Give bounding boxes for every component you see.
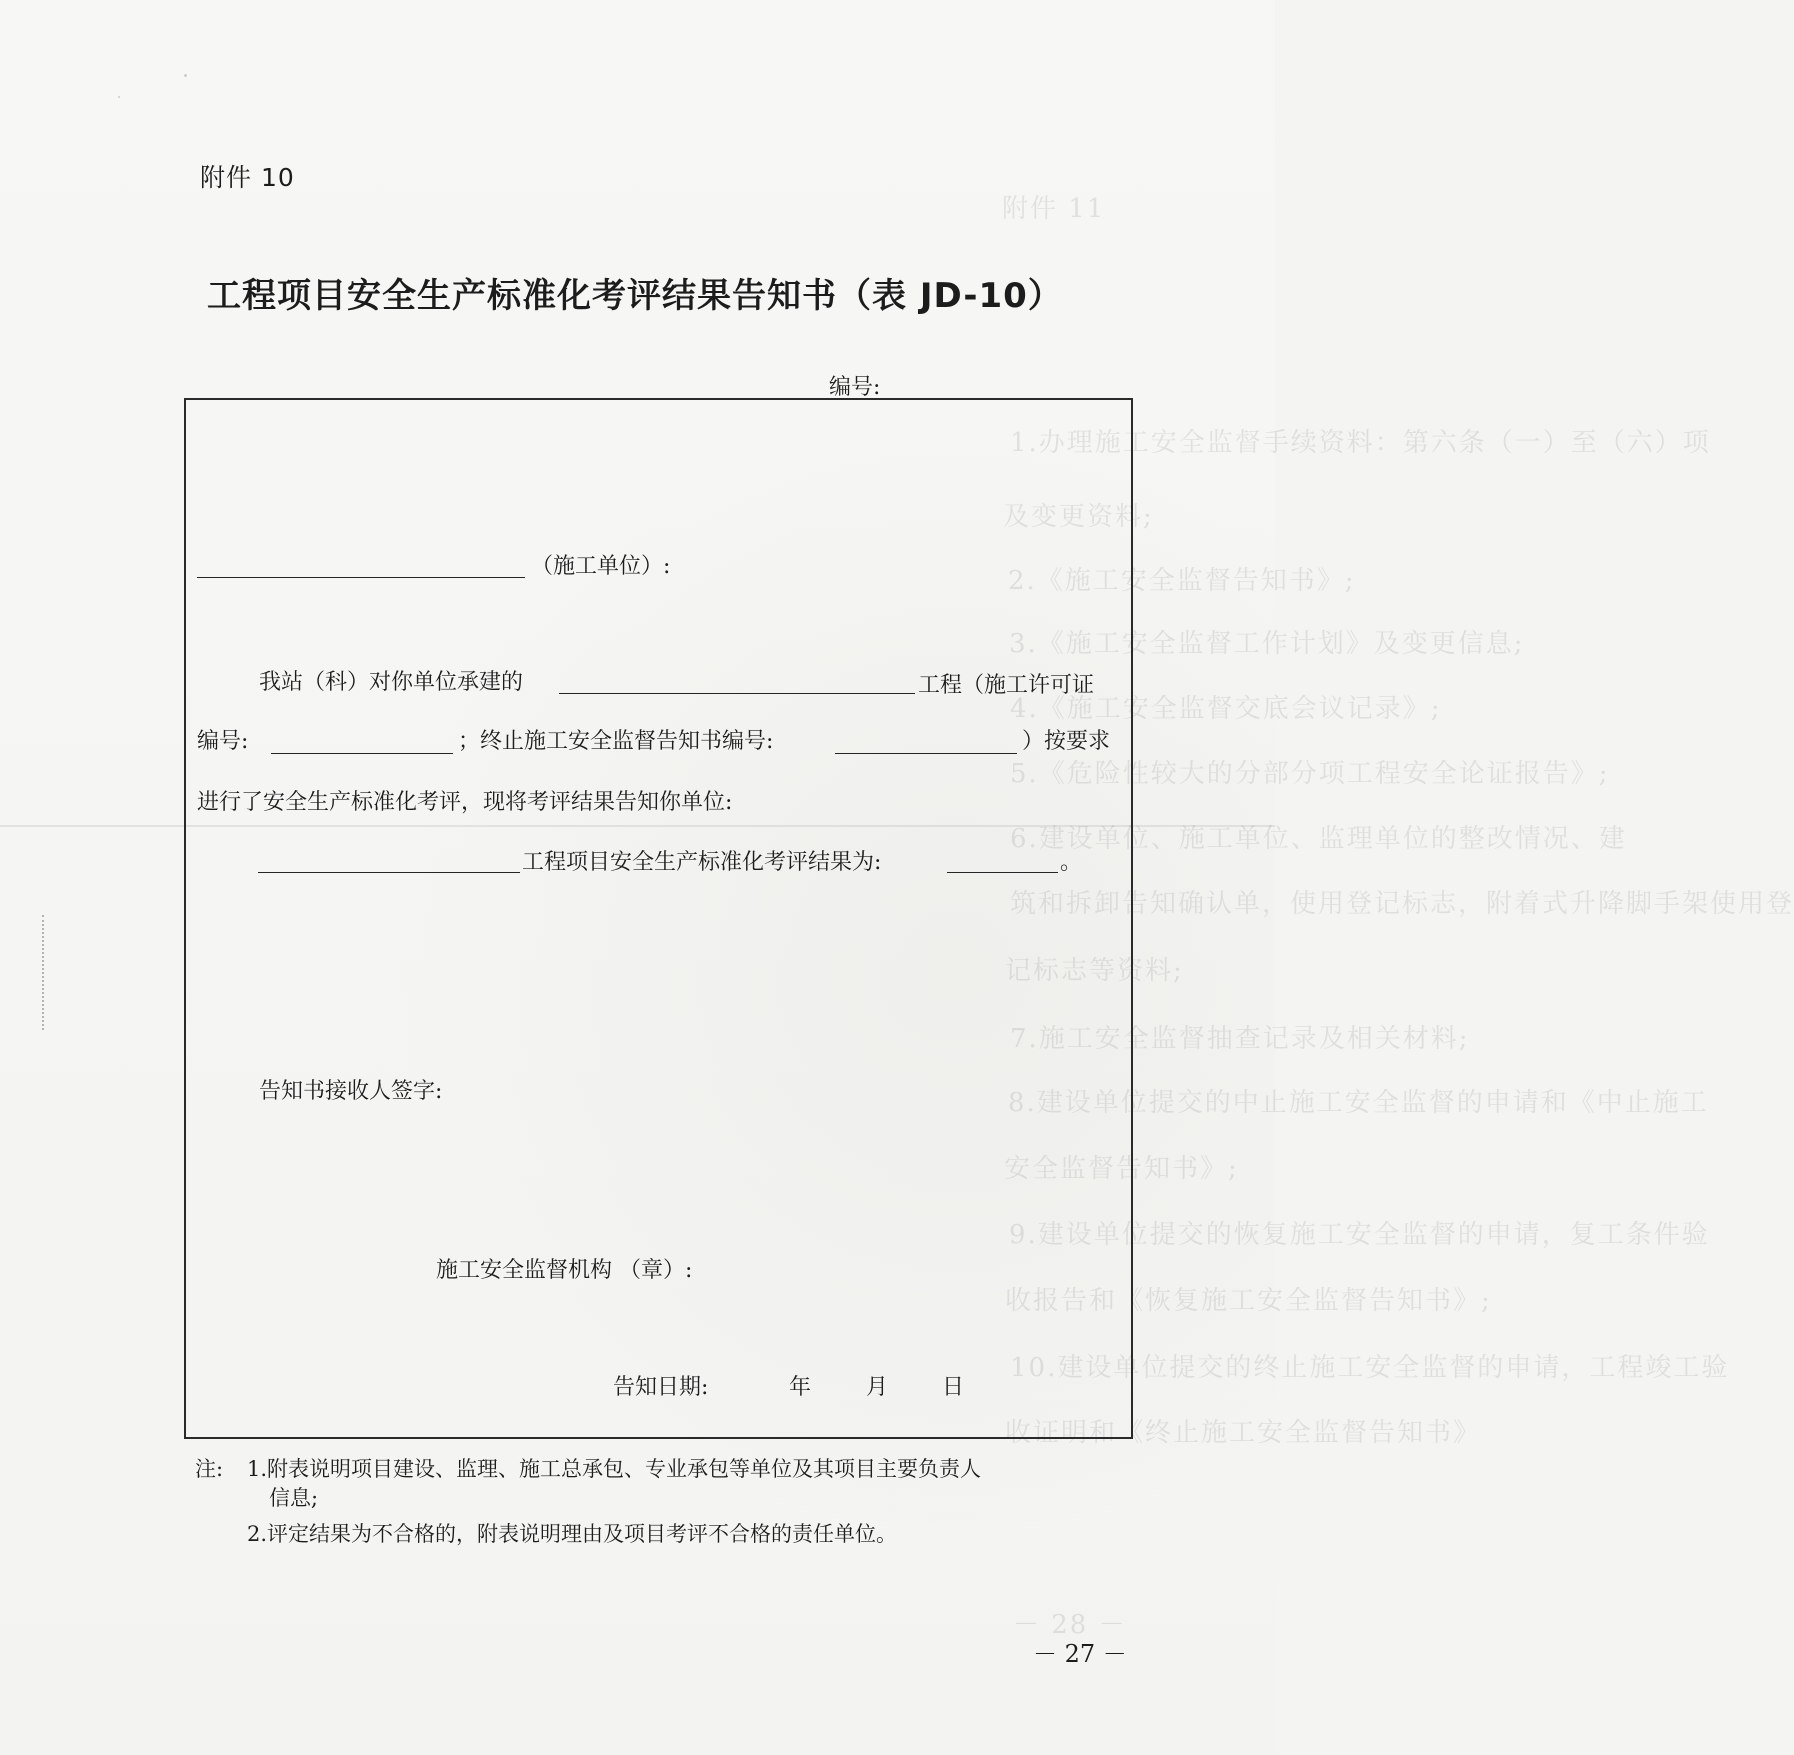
- page-number: － 27 －: [1033, 1640, 1127, 1668]
- project-name-blank-line: [258, 872, 520, 873]
- bleed-through-text: 2.《施工安全监督告知书》;: [1008, 566, 1356, 596]
- scanner-speck: [118, 96, 120, 98]
- project-label: 工程（施工许可证: [918, 673, 1095, 698]
- notes-title: 注:: [195, 1457, 224, 1481]
- bleed-through-text: 3.《施工安全监督工作计划》及变更信息;: [1009, 629, 1525, 659]
- note-item-1: 1.附表说明项目建设、监理、施工总承包、专业承包等单位及其项目主要负责人: [247, 1457, 982, 1481]
- date-month-label: 月: [866, 1375, 889, 1400]
- scanner-edge-dots: [42, 915, 50, 1030]
- result-notice-text: 进行了安全生产标准化考评，现将考评结果告知你单位:: [197, 790, 733, 815]
- requirement-label: ）按要求: [1022, 729, 1111, 754]
- date-year-label: 年: [789, 1375, 812, 1400]
- note-item-2: 2.评定结果为不合格的，附表说明理由及项目考评不合格的责任单位。: [247, 1522, 898, 1546]
- scanner-speck: [184, 74, 187, 77]
- date-day-label: 日: [942, 1375, 965, 1400]
- result-blank-line: [947, 872, 1058, 873]
- bleed-through-page-number: － 28 －: [1013, 1610, 1127, 1640]
- construction-unit-label: （施工单位）:: [531, 554, 671, 579]
- construction-unit-blank-line: [197, 577, 525, 578]
- bleed-through-text: 及变更资料;: [1003, 502, 1154, 532]
- bleed-through-text: 7.施工安全监督抽查记录及相关材料;: [1010, 1024, 1470, 1054]
- bleed-through-text: 收报告和《恢复施工安全监督告知书》;: [1005, 1286, 1492, 1316]
- attachment-label: 附件 10: [200, 163, 295, 192]
- permit-number-label: 编号:: [197, 729, 249, 754]
- bleed-through-text: 5.《危险性较大的分部分项工程安全论证报告》;: [1010, 759, 1610, 789]
- bleed-through-text: 收证明和《终止施工安全监督告知书》: [1005, 1418, 1482, 1448]
- bleed-through-text: 10.建设单位提交的终止施工安全监督的申请，工程竣工验: [1010, 1353, 1730, 1383]
- sentence-period: 。: [1060, 850, 1083, 875]
- bleed-through-text: 6.建设单位、施工单位、监理单位的整改情况、建: [1010, 824, 1627, 854]
- notice-date-label: 告知日期:: [613, 1375, 709, 1400]
- bleed-through-text: 9.建设单位提交的恢复施工安全监督的申请，复工条件验: [1009, 1220, 1710, 1250]
- result-label: 工程项目安全生产标准化考评结果为:: [522, 850, 882, 875]
- receiver-signature-label: 告知书接收人签字:: [259, 1079, 443, 1104]
- bleed-through-text: 8.建设单位提交的中止施工安全监督的申请和《中止施工: [1008, 1088, 1709, 1118]
- termination-notice-label: ；终止施工安全监督告知书编号:: [458, 729, 774, 754]
- termination-notice-blank-line: [835, 753, 1017, 754]
- bleed-through-text: 记标志等资料;: [1005, 956, 1184, 986]
- supervision-agency-seal-label: 施工安全监督机构 （章）:: [436, 1258, 693, 1283]
- project-blank-line: [559, 693, 915, 694]
- serial-number-label: 编号:: [829, 375, 881, 400]
- document-title: 工程项目安全生产标准化考评结果告知书（表 JD-10）: [207, 276, 1063, 316]
- permit-number-blank-line: [271, 753, 453, 754]
- bleed-through-text: 1.办理施工安全监督手续资料：第六条（一）至（六）项: [1010, 428, 1711, 458]
- bleed-through-text: 4.《施工安全监督交底会议记录》;: [1010, 694, 1442, 724]
- note-item-1-continuation: 信息;: [269, 1486, 319, 1510]
- bleed-through-text: 安全监督告知书》;: [1004, 1154, 1239, 1184]
- bleed-through-text: 筑和拆卸告知确认单，使用登记标志，附着式升降脚手架使用登: [1010, 889, 1794, 919]
- bleed-through-text: 附件 11: [1002, 194, 1106, 224]
- paragraph-prefix: 我站（科）对你单位承建的: [259, 670, 524, 695]
